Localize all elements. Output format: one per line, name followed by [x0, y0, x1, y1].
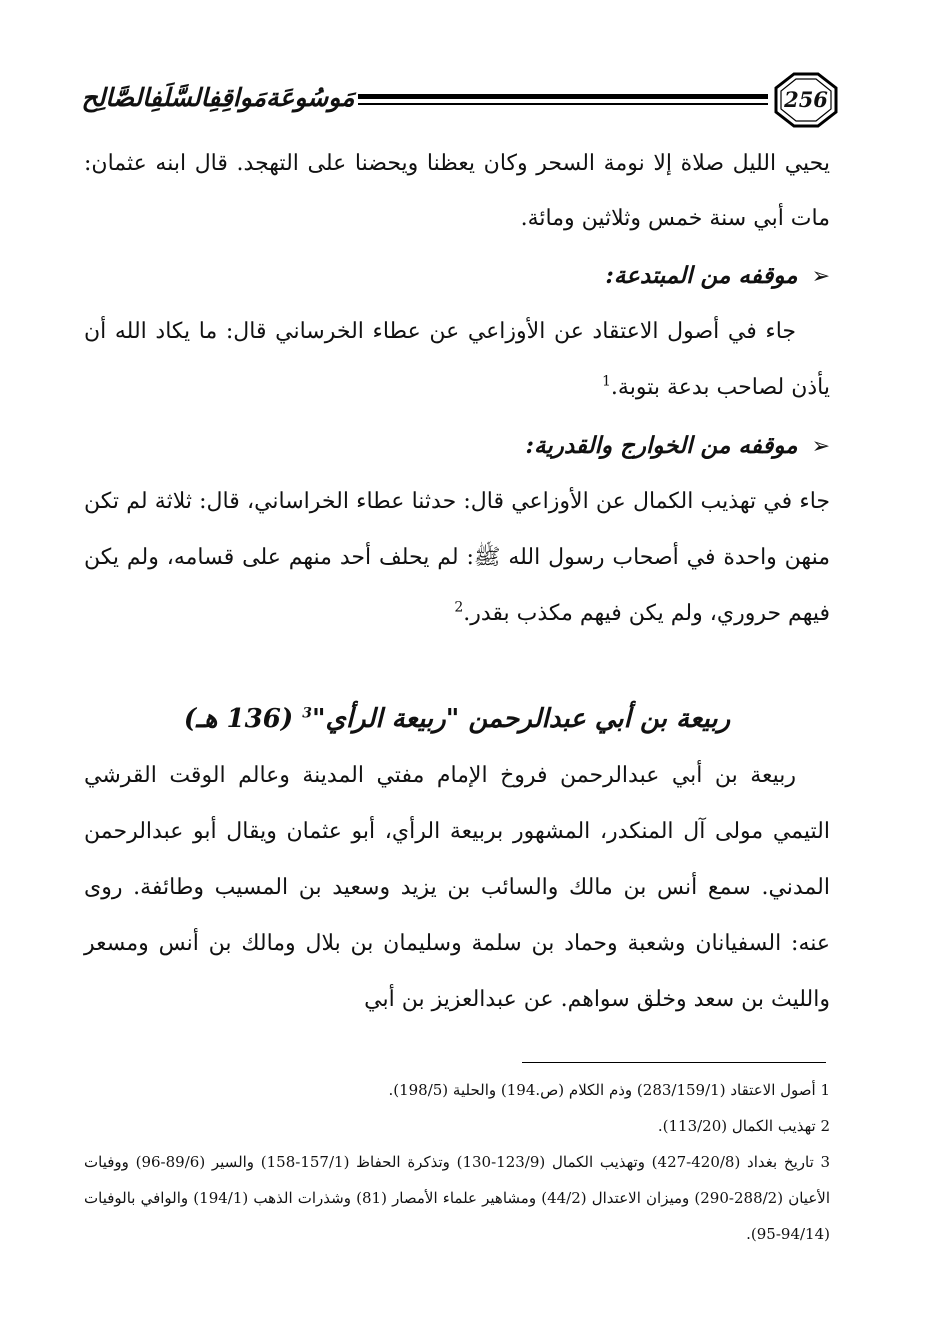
footnote-ref-2[interactable]: 2 — [454, 599, 464, 616]
arrow-bullet-icon: ➢ — [811, 264, 830, 289]
footnote-separator — [522, 1062, 826, 1063]
intro-paragraph — [84, 136, 830, 246]
footnote-ref-1[interactable]: 1 — [602, 373, 611, 390]
page-header — [78, 72, 838, 128]
subheading-khawarij-text: موقفه من الخوارج والقدرية: — [525, 432, 798, 459]
paragraph-khawarij — [84, 474, 830, 642]
book-title: مَوسُوعَةمَواقِفِالسَّلَفِالصَّالِح — [81, 83, 355, 112]
page-number-badge — [774, 72, 838, 128]
subheading-innovators-text: موقفه من المبتدعة: — [605, 262, 798, 289]
footnote-1: 1 أصول الاعتقاد (283/159/1) وذم الكلام (ص.194) والحلية (198/5). — [388, 1081, 830, 1099]
section-title-name: ربيعة بن أبي عبدالرحمن "ربيعة الرأي" — [311, 704, 731, 734]
intro-text: يحيي الليل صلاة إلا نومة السحر وكان يعظنا ويحضنا على التهجد. قال ابنه عثمان: مات أبي سنة خمس وثلاثين ومائة. — [84, 151, 830, 231]
footnote-ref-3[interactable]: 3 — [302, 705, 312, 722]
paragraph-khawarij-text: جاء في تهذيب الكمال عن الأوزاعي قال: حدثنا عطاء الخراساني، قال: ثلاثة لم تكن منهن واحدة في أصحاب رسول الله ﷺ: لم يحلف أحد منهم على قسامه، ولم يكن فيهم حروري، ولم يكن فيهم مكذب بقدر. — [84, 489, 830, 626]
header-rule-thin — [358, 103, 768, 105]
section-title — [84, 694, 830, 744]
footnote-3: 3 تاريخ بغداد (420/8-427) وتهذيب الكمال (123/9-130) وتذكرة الحفاظ (157/1-158) والسير (89/6-96) ووفيات الأعيان (288/2-290) وميزان الاعتدال (44/2) ومشاهير علماء الأمصار (81) وشذرات الذهب (194/1) والوافي بالوفيات (94/14-95). — [84, 1153, 831, 1243]
paragraph-innovators — [84, 304, 830, 416]
paragraph-biography-text: ربيعة بن أبي عبدالرحمن فروخ الإمام مفتي المدينة وعالم الوقت القرشي التيمي مولى آل المنكدر، المشهور بربيعة الرأي، أبو عثمان ويقال أبو عبدالرحمن المدني. سمع أنس بن مالك والسائب بن يزيد وسعيد بن المسيب وطائفة. روى عنه: السفيانان وشعبة وحماد بن سلمة وسليمان بن بلال ومالك بن أنس ومسعر والليث بن سعد وخلق سواهم. عن عبدالعزيز بن أبي — [84, 763, 830, 1012]
subheading-khawarij — [84, 418, 830, 474]
header-rule-thick — [358, 94, 768, 99]
subheading-innovators — [84, 248, 830, 304]
footnote-2: 2 تهذيب الكمال (113/20). — [657, 1117, 830, 1135]
paragraph-biography — [84, 748, 830, 1028]
paragraph-innovators-text: جاء في أصول الاعتقاد عن الأوزاعي عن عطاء الخرساني قال: ما يكاد الله أن يأذن لصاحب بدعة بتوبة. — [84, 319, 830, 400]
section-title-date: (136 هـ) — [183, 704, 294, 734]
arrow-bullet-icon: ➢ — [811, 434, 830, 459]
page-number: 256 — [784, 87, 828, 112]
footnotes — [84, 1072, 830, 1252]
